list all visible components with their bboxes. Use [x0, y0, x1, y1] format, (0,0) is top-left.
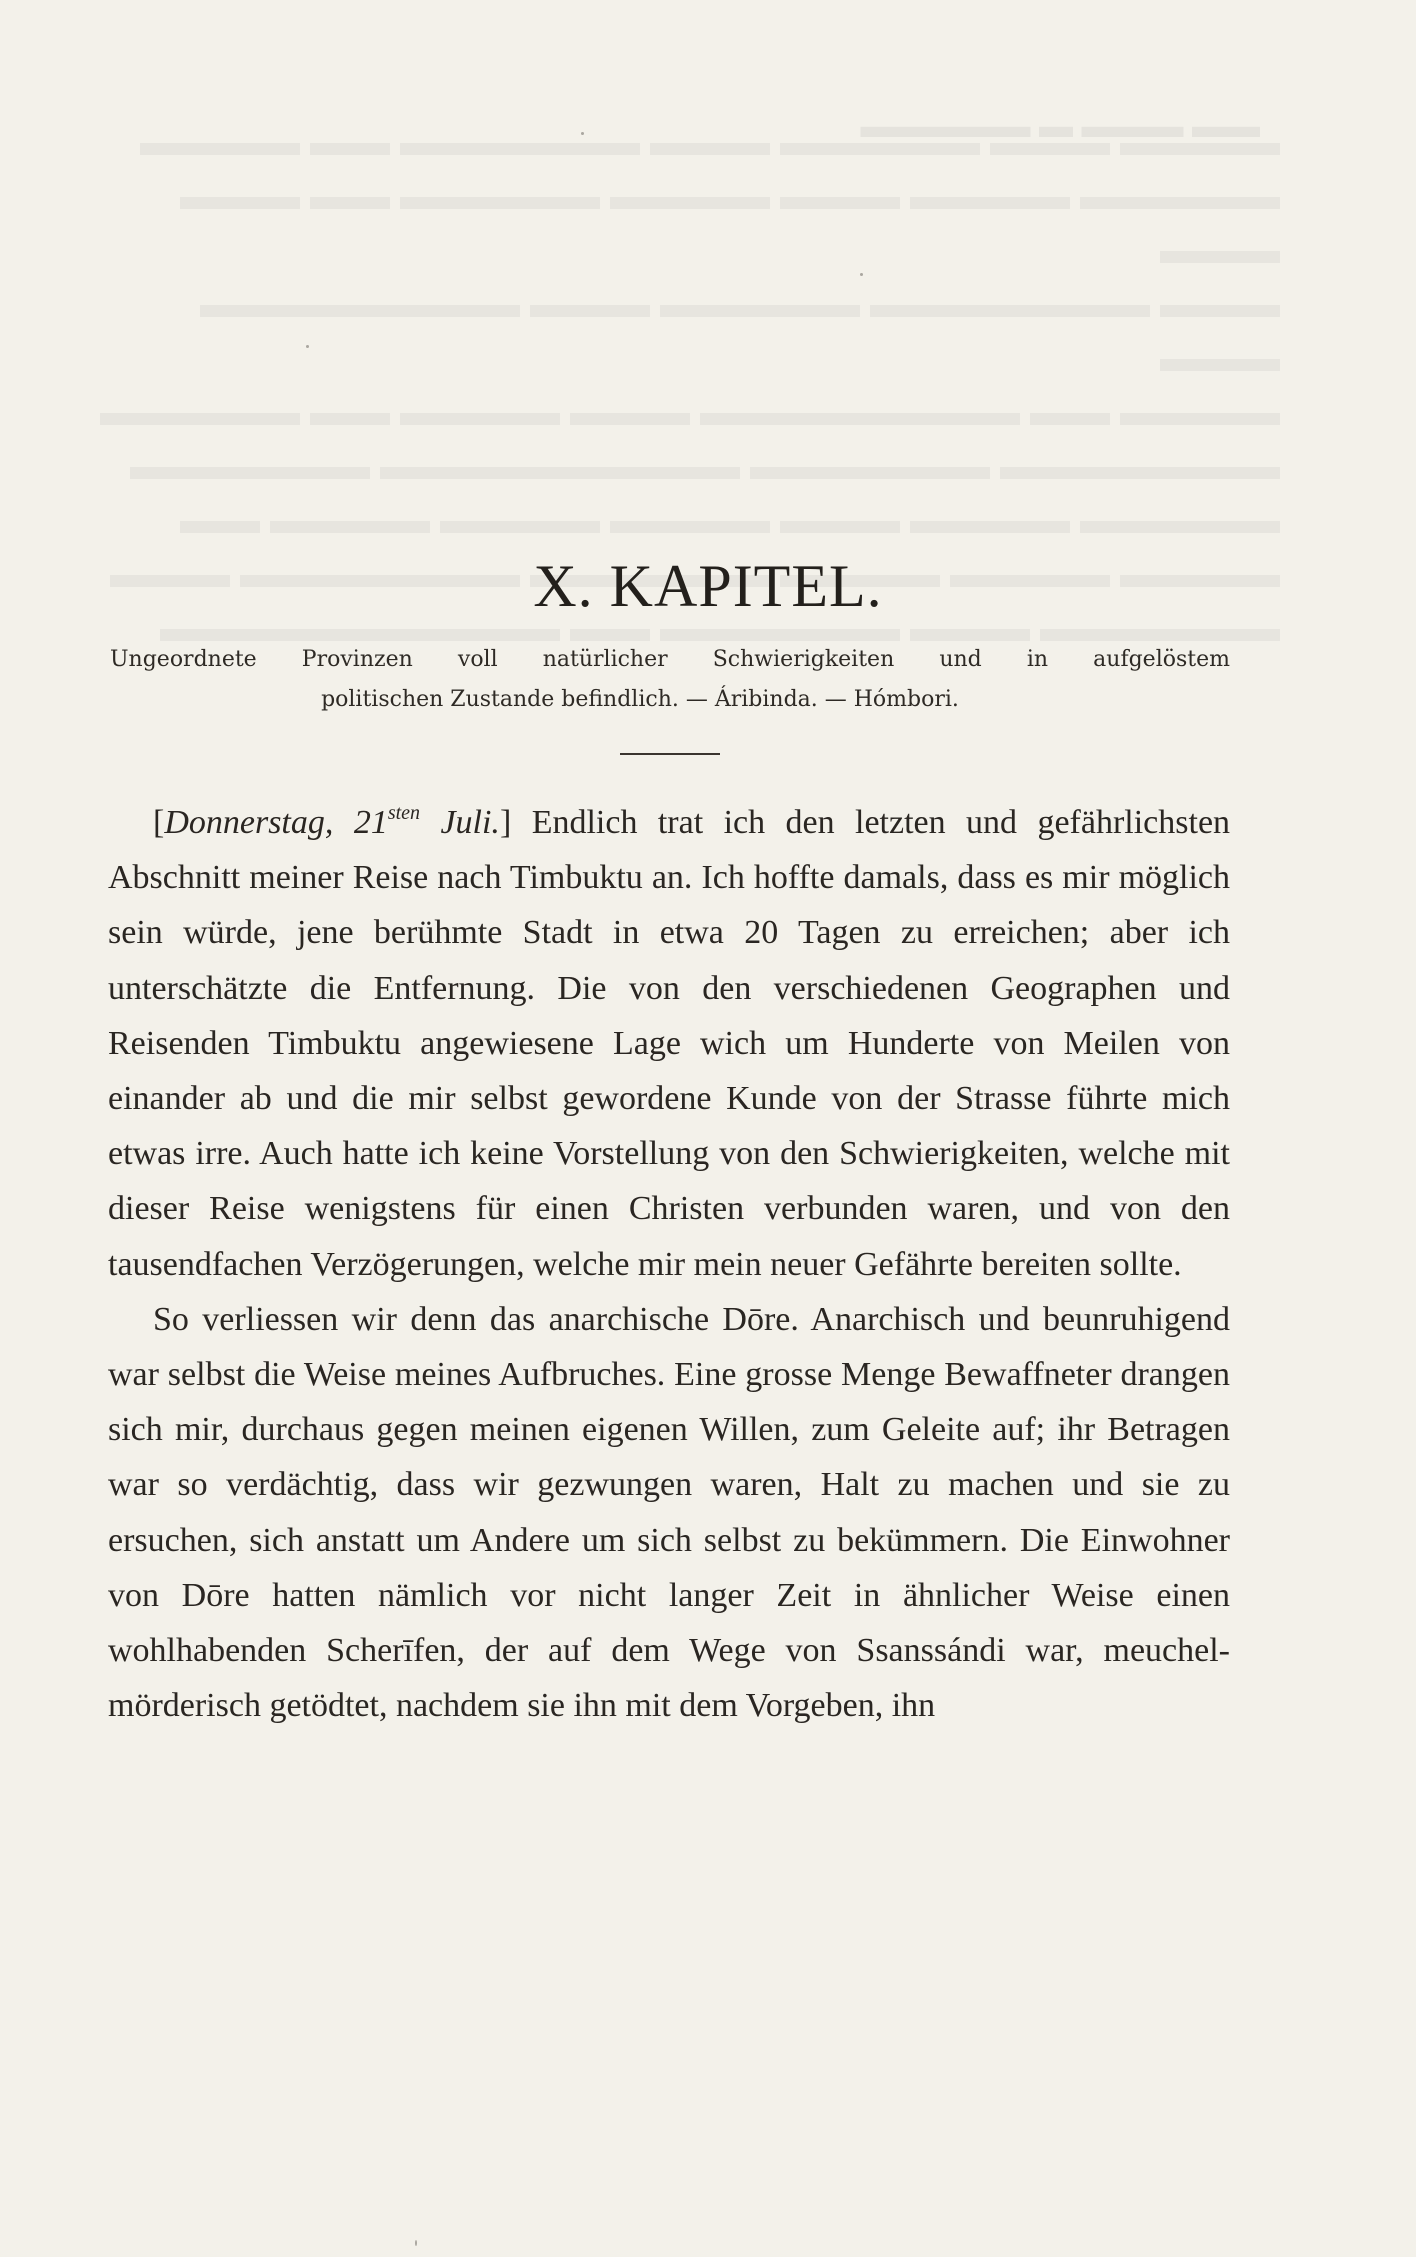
date-day: 21	[353, 804, 388, 841]
date-tag	[164, 804, 500, 841]
date-open-bracket: [	[153, 804, 165, 841]
chapter-summary	[110, 640, 1230, 720]
date-weekday: Donnerstag,	[164, 804, 334, 841]
paper-speck	[415, 2240, 417, 2246]
paragraph-1-text: Endlich trat ich den letzten und gefährlichsten Abschnitt meiner Reise nach Timbuktu an. Ich hoffte damals, dass es mir möglich sein würde, jene berühmte Stadt in etwa 20 Tagen zu erreichen; aber ich unterschätzte die Entfernung. Die von den verschiedenen Geographen und Reisenden Timbuktu angewiesene Lage wich um Hunderte von Meilen von einander ab und die mir selbst gewordene Kunde von der Strasse führte mich etwas irre. Auch hatte ich keine Vorstellung von den Schwierigkeiten, welche mit dieser Reise wenigstens für einen Christen verbunden waren, und von den tausendfachen Verzögerungen, welche mir mein neuer Gefährte bereiten sollte.	[108, 804, 1231, 1283]
chapter-title: X. KAPITEL.	[533, 553, 883, 619]
date-close-bracket: ]	[499, 804, 512, 841]
paragraph-1	[108, 795, 1230, 1292]
chapter-summary-line-2: politischen Zustande befindlich. — Áribinda. — Hómbori.	[321, 687, 959, 712]
date-day-suffix: sten	[387, 802, 421, 824]
paper-speck	[306, 345, 309, 348]
chapter-summary-line-1: Ungeordnete Provinzen voll natürlicher Schwierigkeiten und in aufgelöstem	[110, 647, 1230, 672]
paper-speck	[860, 273, 863, 276]
paper-speck	[581, 132, 584, 135]
body-text	[108, 795, 1230, 1733]
date-month: Juli.	[440, 804, 500, 841]
show-through-header: ▬▬ ▬▬▬ ▬ ▬▬▬▬▬	[860, 108, 1260, 145]
section-divider	[620, 753, 720, 755]
paragraph-2: So verliessen wir denn das anarchische Dōre. Anarchisch und beunruhigend war selbst die Weise meines Aufbruches. Eine grosse Menge Bewaffneter drangen sich mir, durchaus gegen meinen eigenen Willen, zum Geleite auf; ihr Betragen war so verdächtig, dass wir gezwungen waren, Halt zu machen und sie zu ersuchen, sich anstatt um Andere um sich selbst zu bekümmern. Die Einwohner von Dōre hatten nämlich vor nicht langer Zeit in ähnlicher Weise einen wohlhabenden Scherīfen, der auf dem Wege von Ssanssándi war, meuchelmörderisch getödtet, nachdem sie ihn mit dem Vorgeben, ihn	[108, 1300, 1230, 1725]
